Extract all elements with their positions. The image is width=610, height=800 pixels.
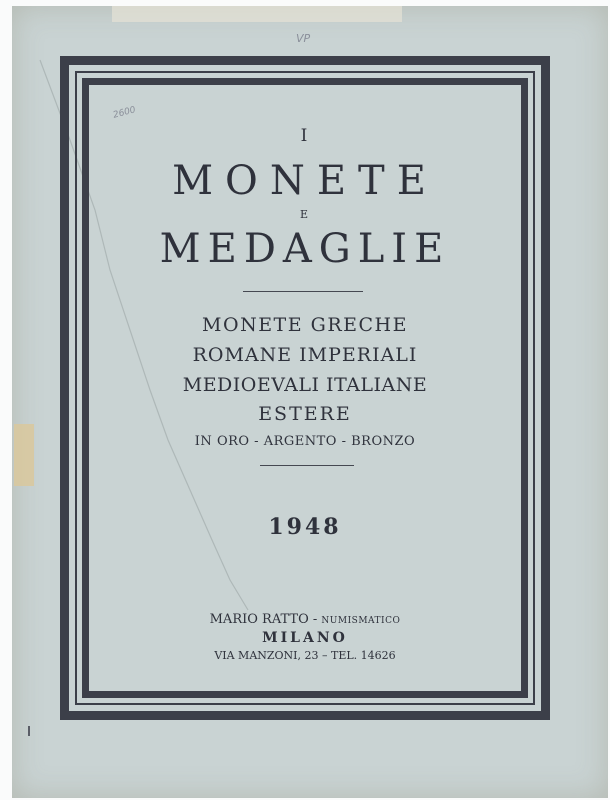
metals-line: IN ORO - ARGENTO - BRONZO (194, 434, 416, 449)
title-line-monete: MONETE (172, 158, 438, 204)
subtitle-divider (260, 465, 354, 466)
subtitle-line: MEDIOEVALI ITALIANE (182, 374, 428, 396)
publisher-line (82, 612, 528, 627)
title-line-medaglie: MEDAGLIE (159, 226, 451, 272)
publisher-name: MARIO RATTO (209, 612, 309, 627)
handwritten-mark: VP (296, 32, 311, 45)
volume-numeral: I (300, 126, 310, 146)
title-conjunction: E (299, 208, 311, 221)
edge-mark (28, 726, 30, 736)
publisher-role: NUMISMATICO (321, 616, 401, 626)
publisher-city: MILANO (262, 630, 348, 646)
subtitle-line: MONETE GRECHE (202, 314, 408, 336)
spine-tape (14, 424, 34, 486)
pencil-scribble: 2600 (112, 105, 137, 121)
publisher-address: VIA MANZONI, 23 – TEL. 14626 (214, 649, 396, 662)
catalog-year: 1948 (268, 514, 342, 540)
subtitle-line: ESTERE (258, 403, 352, 425)
title-divider (243, 291, 363, 292)
subtitle-line: ROMANE IMPERIALI (192, 344, 418, 366)
publisher-separator: - (308, 612, 322, 627)
top-edge-wear (112, 6, 402, 22)
